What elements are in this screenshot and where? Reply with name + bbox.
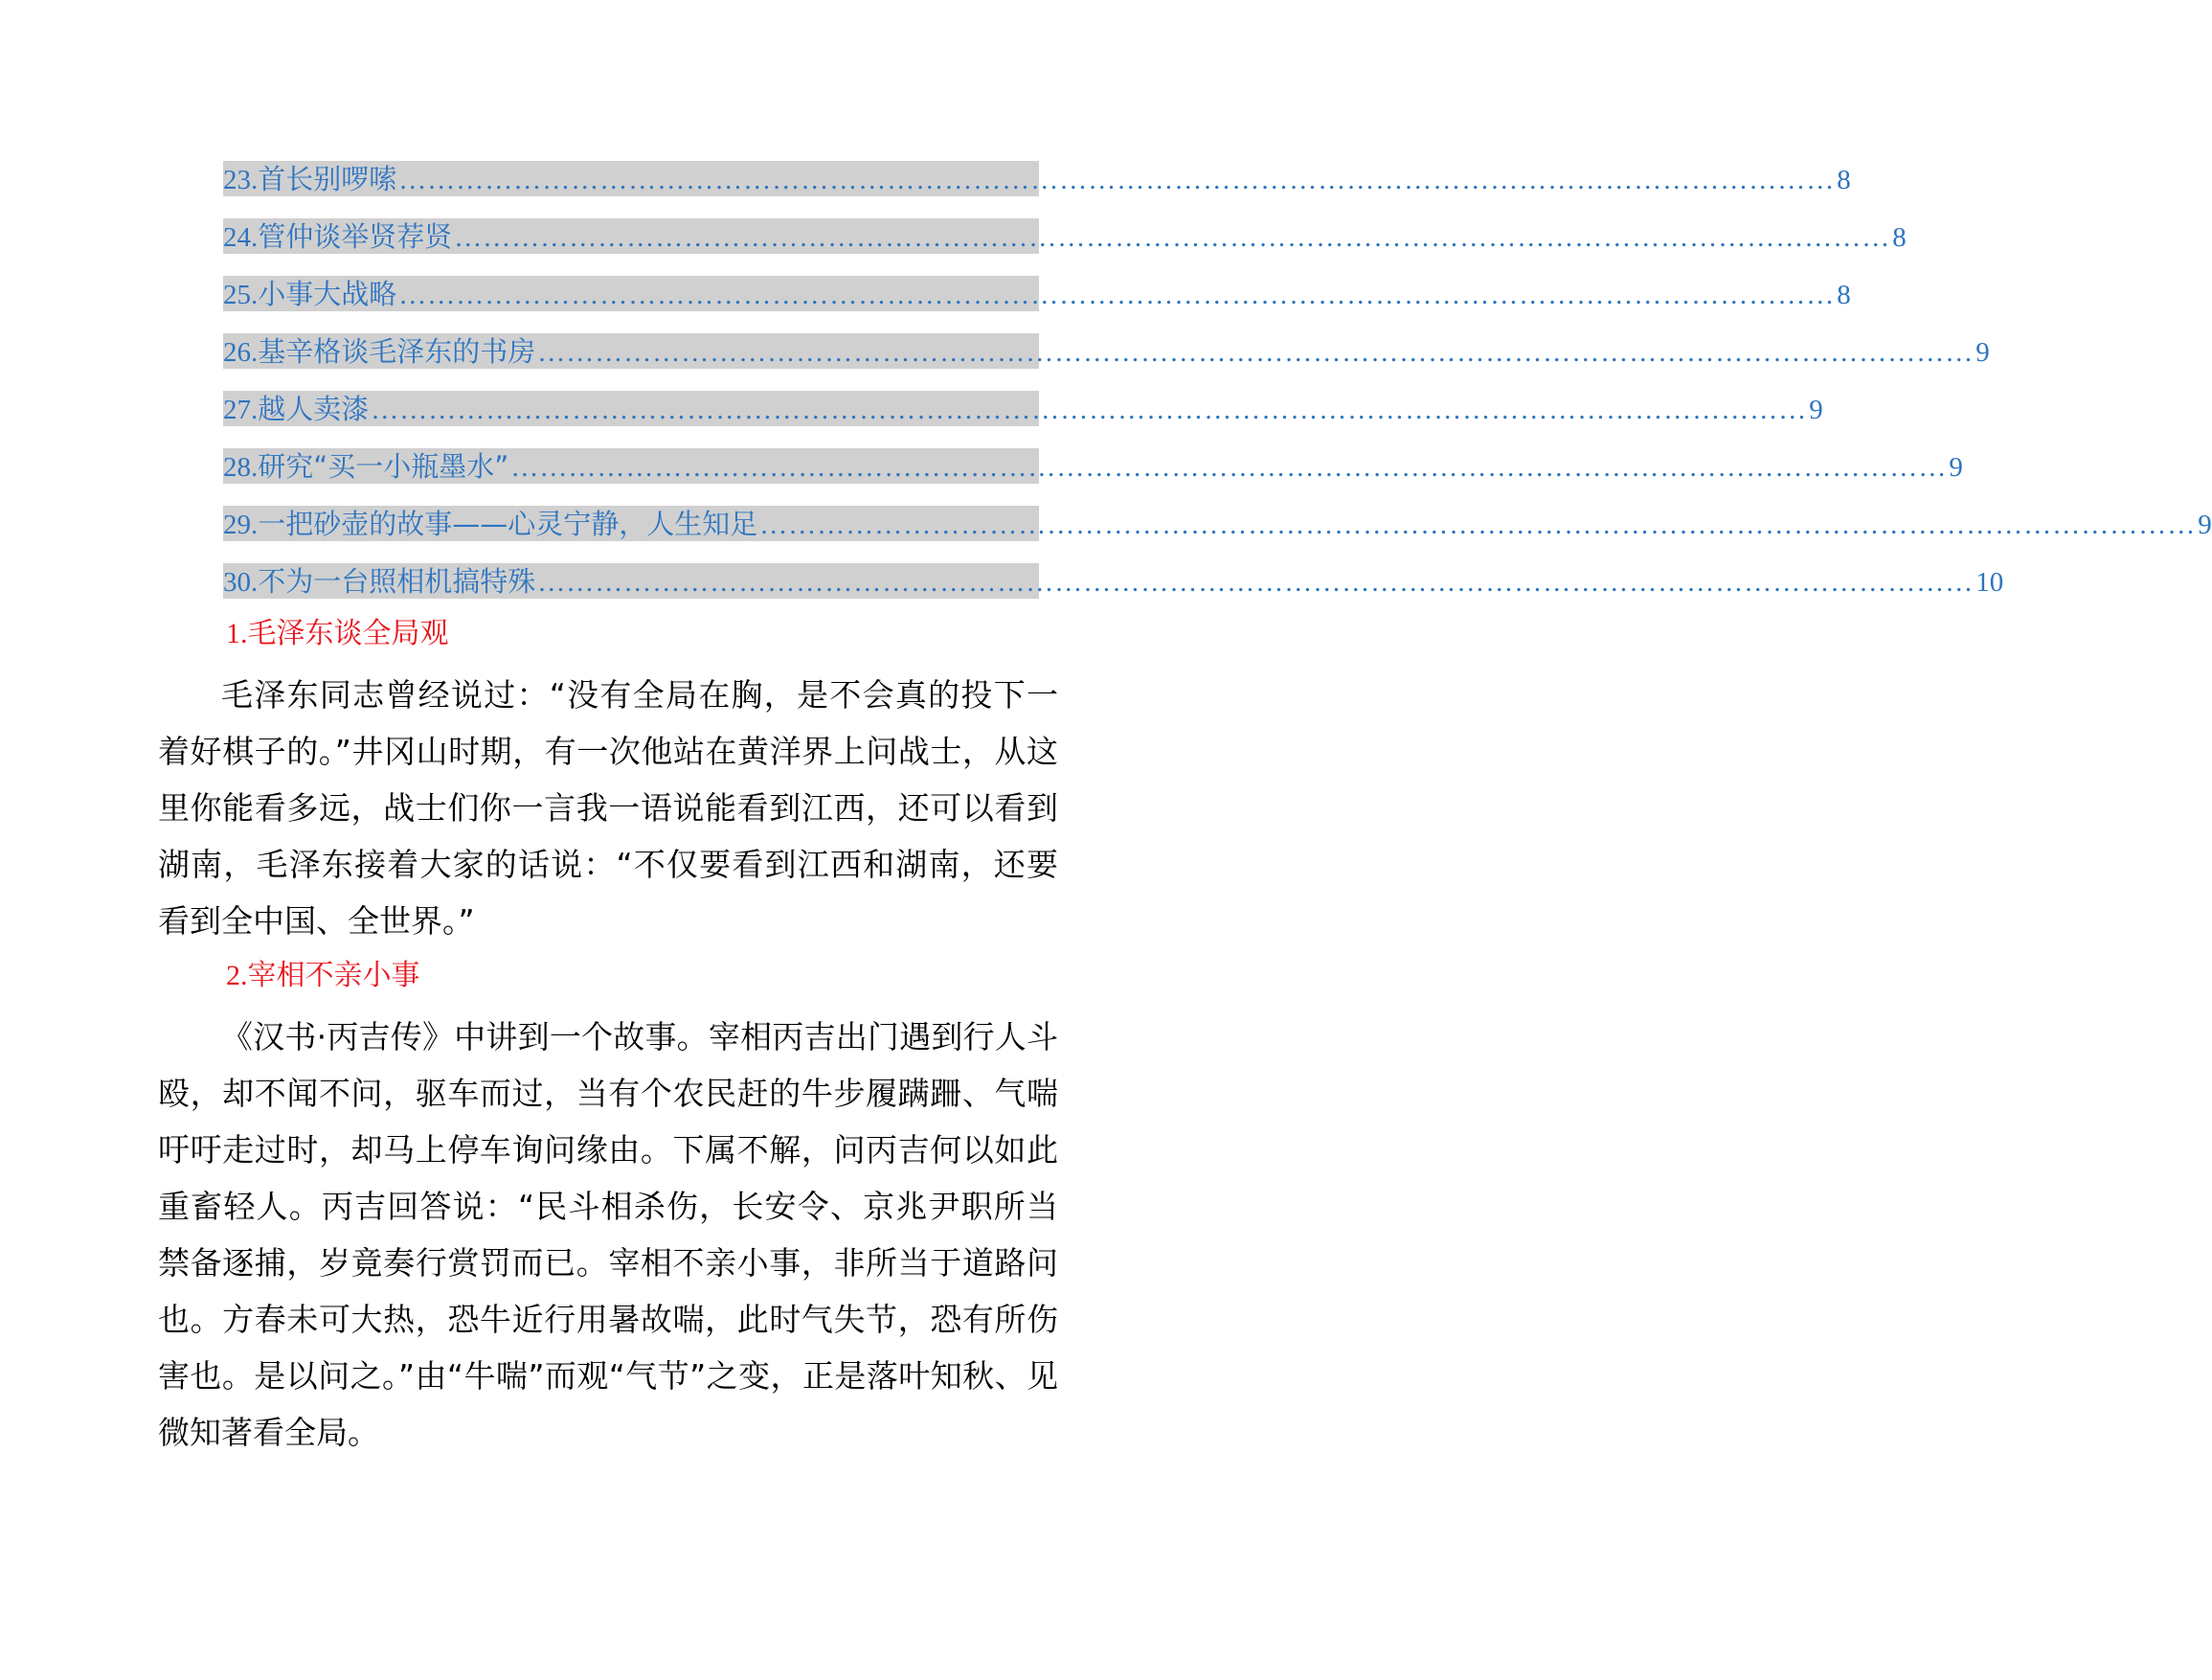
toc-title — [223, 559, 535, 604]
toc-leader-dots: …………………………………………………………………………………………………………………………………… — [398, 280, 1836, 310]
toc-link[interactable] — [223, 272, 1851, 316]
toc-link[interactable] — [223, 329, 1990, 374]
toc-number: 28. — [223, 452, 259, 483]
toc-leader-dots: …………………………………………………………………………………………………………………………………… — [371, 395, 1808, 425]
toc-title — [223, 272, 396, 317]
toc-link[interactable] — [223, 502, 2212, 546]
toc-link[interactable] — [223, 387, 1823, 431]
toc-title — [223, 502, 757, 547]
toc-entry-29[interactable] — [223, 498, 2212, 556]
toc-leader-dots: …………………………………………………………………………………………………………………………………… — [454, 222, 1891, 253]
toc-number: 23. — [223, 165, 259, 195]
toc-title-text: 研究“买一小瓶墨水” — [258, 450, 509, 483]
toc-title-text: 管仲谈举贤荐贤 — [258, 220, 453, 253]
toc-page-number: 8 — [1837, 280, 1851, 310]
toc-title-text: 不为一台照相机搞特殊 — [258, 565, 536, 598]
toc-title — [223, 444, 508, 489]
toc-link[interactable] — [223, 157, 1851, 201]
toc-leader-dots: …………………………………………………………………………………………………………………………………… — [398, 165, 1836, 195]
toc-page-number: 8 — [1892, 222, 1907, 253]
section-heading-text: 毛泽东谈全局观 — [247, 617, 449, 650]
toc-entry-26[interactable] — [223, 326, 1990, 383]
toc-entry-23[interactable] — [223, 153, 1851, 211]
section-body-1: 毛泽东同志曾经说过：“没有全局在胸，是不会真的投下一着好棋子的。”井冈山时期，有一次他站在黄洋界上问战士，从这里你能看多远，战士们你一言我一语说能看到江西，还可以看到湖南，毛泽东接着大家的话说：“不仅要看到江西和湖南，还要看到全中国、全世界。” — [158, 676, 1058, 940]
toc-number: 30. — [223, 567, 259, 598]
toc-leader-dots: …………………………………………………………………………………………………………………………………… — [759, 510, 2197, 540]
toc-link[interactable] — [223, 444, 1963, 488]
toc-page-number: 8 — [1837, 165, 1851, 195]
toc-link[interactable] — [223, 215, 1907, 259]
table-of-contents — [223, 153, 2212, 613]
toc-page-number: 9 — [1975, 337, 1990, 368]
toc-entry-24[interactable] — [223, 211, 1907, 268]
toc-entry-27[interactable] — [223, 383, 1823, 441]
toc-leader-dots: …………………………………………………………………………………………………………………………………… — [537, 337, 1975, 368]
section-body-2: 《汉书·丙吉传》中讲到一个故事。宰相丙吉出门遇到行人斗殴，却不闻不问，驱车而过，当有个农民赶的牛步履蹒跚、气喘吁吁走过时，却马上停车询问缘由。下属不解，问丙吉何以如此重畜轻人。丙吉回答说：“民斗相杀伤，长安令、京兆尹职所当禁备逐捕，岁竟奏行赏罚而已。宰相不亲小事，非所当于道路问也。方春未可大热，恐牛近行用暑故喘，此时气失节，恐有所伤害也。是以问之。”由“牛喘”而观“气节”之变，正是落叶知秋、见微知著看全局。 — [158, 1018, 1058, 1451]
toc-number: 26. — [223, 337, 259, 368]
toc-entry-25[interactable] — [223, 268, 1851, 326]
toc-page-number: 9 — [2198, 510, 2212, 540]
toc-number: 27. — [223, 395, 259, 425]
toc-page-number: 10 — [1975, 567, 2004, 598]
toc-title-text: 一把砂壶的故事——心灵宁静，人生知足 — [258, 508, 758, 540]
section-number: 2. — [226, 960, 248, 991]
toc-title-text: 小事大战略 — [258, 278, 397, 310]
toc-leader-dots: …………………………………………………………………………………………………………………………………… — [510, 452, 1948, 483]
toc-title — [223, 329, 535, 375]
toc-entry-28[interactable] — [223, 441, 1963, 498]
toc-number: 25. — [223, 280, 259, 310]
section-number: 1. — [226, 618, 248, 649]
toc-number: 24. — [223, 222, 259, 253]
toc-title-text: 基辛格谈毛泽东的书房 — [258, 335, 536, 368]
toc-title — [223, 387, 369, 432]
toc-leader-dots: …………………………………………………………………………………………………………………………………… — [537, 567, 1975, 598]
toc-title-text: 越人卖漆 — [258, 393, 370, 425]
toc-page-number: 9 — [1809, 395, 1823, 425]
toc-title — [223, 157, 396, 202]
toc-title-text: 首长别啰嗦 — [258, 163, 397, 195]
toc-number: 29. — [223, 510, 259, 540]
toc-page-number: 9 — [1949, 452, 1963, 483]
section-heading-text: 宰相不亲小事 — [247, 959, 420, 992]
toc-link[interactable] — [223, 559, 2004, 603]
toc-title — [223, 215, 452, 260]
section-heading-1 — [226, 613, 449, 655]
section-heading-2 — [226, 955, 420, 997]
toc-entry-30[interactable] — [223, 556, 2004, 613]
